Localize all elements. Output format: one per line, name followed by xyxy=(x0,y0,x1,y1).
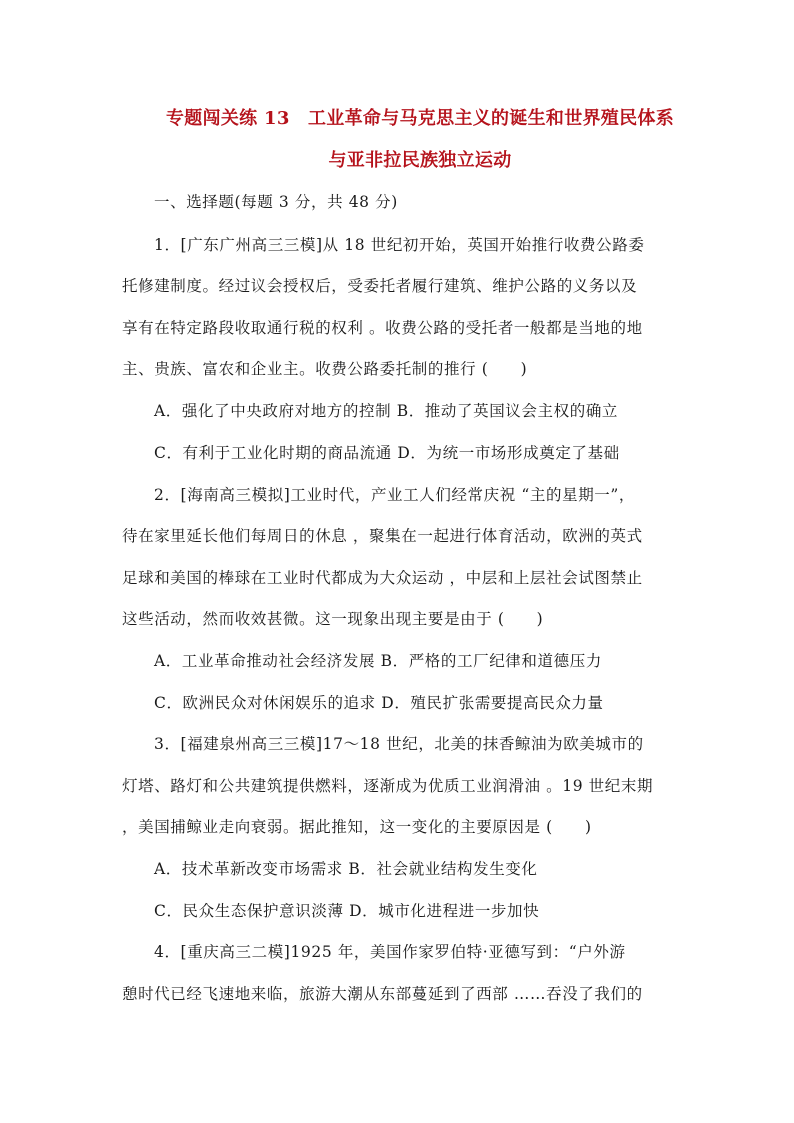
question-2-line-3: 足球和美国的棒球在工业时代都成为大众运动 ，中层和上层社会试图禁止 xyxy=(122,569,643,587)
question-1-line-3: 享有在特定路段收取通行税的权利 。收费公路的受托者一般都是当地的地 xyxy=(122,319,643,337)
question-4-line-2: 憩时代已经飞速地来临，旅游大潮从东部蔓延到了西部 ……吞没了我们的 xyxy=(122,985,643,1003)
document-title-line-2: 与亚非拉民族独立运动 xyxy=(328,150,512,171)
question-2-line-2: 待在家里延长他们每周日的休息 ，聚集在一起进行体育活动，欧洲的英式 xyxy=(122,527,643,545)
question-3-options-ab: A．技术革新改变市场需求 B．社会就业结构发生变化 xyxy=(154,860,538,878)
question-2-line-4: 这些活动，然而收效甚微。这一现象出现主要是由于 ( ) xyxy=(122,610,544,628)
question-2-line-1: 2．[海南高三模拟]工业时代，产业工人们经常庆祝 “主的星期一”， xyxy=(154,486,636,504)
question-3-line-3: ，美国捕鲸业走向衰弱。据此推知，这一变化的主要原因是 ( ) xyxy=(122,818,592,836)
question-1-line-2: 托修建制度。经过议会授权后，受委托者履行建筑、维护公路的义务以及 xyxy=(122,277,638,295)
question-2-options-ab: A．工业革命推动社会经济发展 B．严格的工厂纪律和道德压力 xyxy=(154,652,602,670)
question-1-options-cd: C．有利于工业化时期的商品流通 D．为统一市场形成奠定了基础 xyxy=(154,444,620,462)
question-3-options-cd: C．民众生态保护意识淡薄 D．城市化进程进一步加快 xyxy=(154,902,540,920)
question-3-line-1: 3．[福建泉州高三三模]17～18 世纪，北美的抹香鲸油为欧美城市的 xyxy=(154,735,644,753)
question-2-options-cd: C．欧洲民众对休闲娱乐的追求 D．殖民扩张需要提高民众力量 xyxy=(154,694,604,712)
question-1-options-ab: A．强化了中央政府对地方的控制 B．推动了英国议会主权的确立 xyxy=(154,402,619,420)
question-3-line-2: 灯塔、路灯和公共建筑提供燃料，逐渐成为优质工业润滑油 。19 世纪末期 xyxy=(122,777,654,795)
question-1-line-4: 主、贵族、富农和企业主。收费公路委托制的推行 ( ) xyxy=(122,360,528,378)
section-heading: 一、选择题(每题 3 分，共 48 分) xyxy=(154,193,398,211)
document-title-line-1: 专题闯关练 13 工业革命与马克思主义的诞生和世界殖民体系 xyxy=(165,108,674,129)
question-1-line-1: 1．[广东广州高三三模]从 18 世纪初开始，英国开始推行收费公路委 xyxy=(154,236,645,254)
question-4-line-1: 4．[重庆高三二模]1925 年，美国作家罗伯特·亚德写到：“户外游 xyxy=(154,943,626,961)
